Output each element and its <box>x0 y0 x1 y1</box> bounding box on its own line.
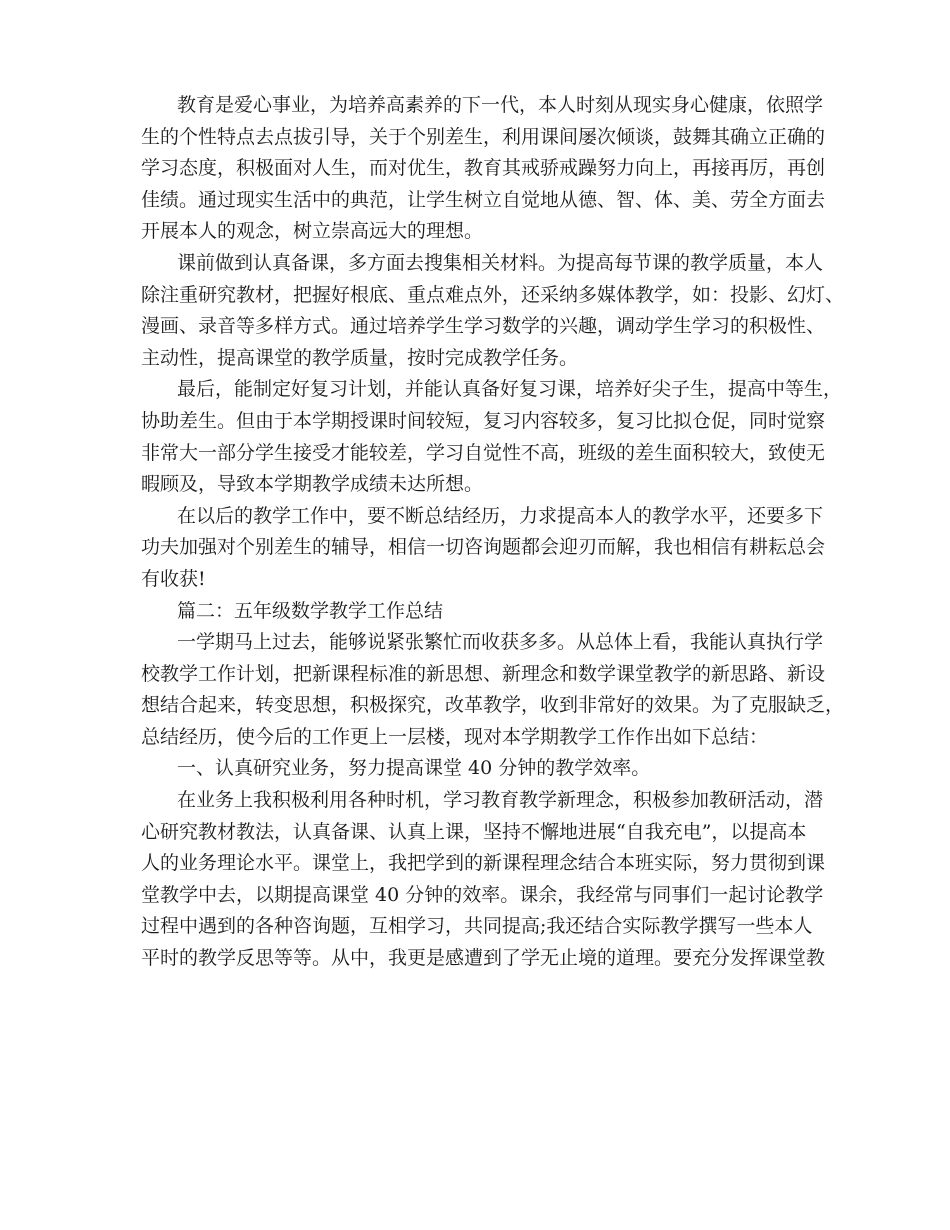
text-line: 协助差生。但由于本学期授课时间较短，复习内容较多，复习比拟仓促，同时觉察 <box>141 409 826 432</box>
text-line: 校教学工作计划，把新课程标准的新思想、新理念和数学课堂教学的新思路、新设 <box>141 662 826 685</box>
text-line: 人的业务理论水平。课堂上，我把学到的新课程理念结合本班实际，努力贯彻到课 <box>141 852 826 875</box>
text-line: 心研究教材教法，认真备课、认真上课，坚持不懈地进展“自我充电”，以提高本 <box>141 820 807 843</box>
text-line: 堂教学中去，以期提高课堂 40 分钟的效率。课余，我经常与同事们一起讨论教学 <box>141 883 824 906</box>
text-line: 有收获! <box>141 567 206 590</box>
text-line: 暇顾及，导致本学期教学成绩未达所想。 <box>141 473 484 496</box>
text-line: 主动性，提高课堂的教学质量，按时完成教学任务。 <box>141 346 579 369</box>
text-line: 篇二：五年级数学教学工作总结 <box>177 599 444 622</box>
text-line: 非常大一部分学生接受才能较差，学习自觉性不高，班级的差生面积较大，致使无 <box>141 441 826 464</box>
text-line: 平时的教学反思等等。从中，我更是感遭到了学无止境的道理。要充分发挥课堂教 <box>141 947 826 970</box>
text-line: 除注重研究教材，把握好根底、重点难点外，还采纳多媒体教学，如：投影、幻灯、 <box>141 283 845 306</box>
text-line: 想结合起来，转变思想，积极探究，改革教学，收到非常好的效果。为了克服缺乏， <box>141 694 845 717</box>
text-line: 生的个性特点去点拔引导，关于个别差生，利用课间屡次倾谈，鼓舞其确立正确的 <box>141 125 826 148</box>
text-line: 漫画、录音等多样方式。通过培养学生学习数学的兴趣，调动学生学习的积极性、 <box>141 315 826 338</box>
text-line: 在以后的教学工作中，要不断总结经历，力求提高本人的教学水平，还要多下 <box>177 504 824 527</box>
text-line: 佳绩。通过现实生活中的典范，让学生树立自觉地从德、智、体、美、劳全方面去 <box>141 188 826 211</box>
text-line: 功夫加强对个别差生的辅导，相信一切咨询题都会迎刃而解，我也相信有耕耘总会 <box>141 536 826 559</box>
text-line: 开展本人的观念，树立崇高远大的理想。 <box>141 220 484 243</box>
text-line: 一学期马上过去，能够说紧张繁忙而收获多多。从总体上看，我能认真执行学 <box>177 631 824 654</box>
text-line: 课前做到认真备课，多方面去搜集相关材料。为提高每节课的教学质量，本人 <box>177 251 824 274</box>
text-line: 一、认真研究业务，努力提高课堂 40 分钟的教学效率。 <box>177 757 651 780</box>
text-line: 过程中遇到的各种咨询题，互相学习，共同提高;我还结合实际教学撰写一些本人 <box>141 915 813 938</box>
text-line: 总结经历，使今后的工作更上一层楼，现对本学期教学工作作出如下总结： <box>141 725 769 748</box>
text-line: 学习态度，积极面对人生，而对优生，教育其戒骄戒躁努力向上，再接再厉，再创 <box>141 157 826 180</box>
document-body <box>141 90 845 975</box>
text-line: 最后，能制定好复习计划，并能认真备好复习课，培养好尖子生，提高中等生， <box>177 378 843 401</box>
text-line: 教育是爱心事业，为培养高素养的下一代，本人时刻从现实身心健康，依照学 <box>177 94 824 116</box>
text-line: 在业务上我积极利用各种时机，学习教育教学新理念，积极参加教研活动，潜 <box>177 789 824 812</box>
